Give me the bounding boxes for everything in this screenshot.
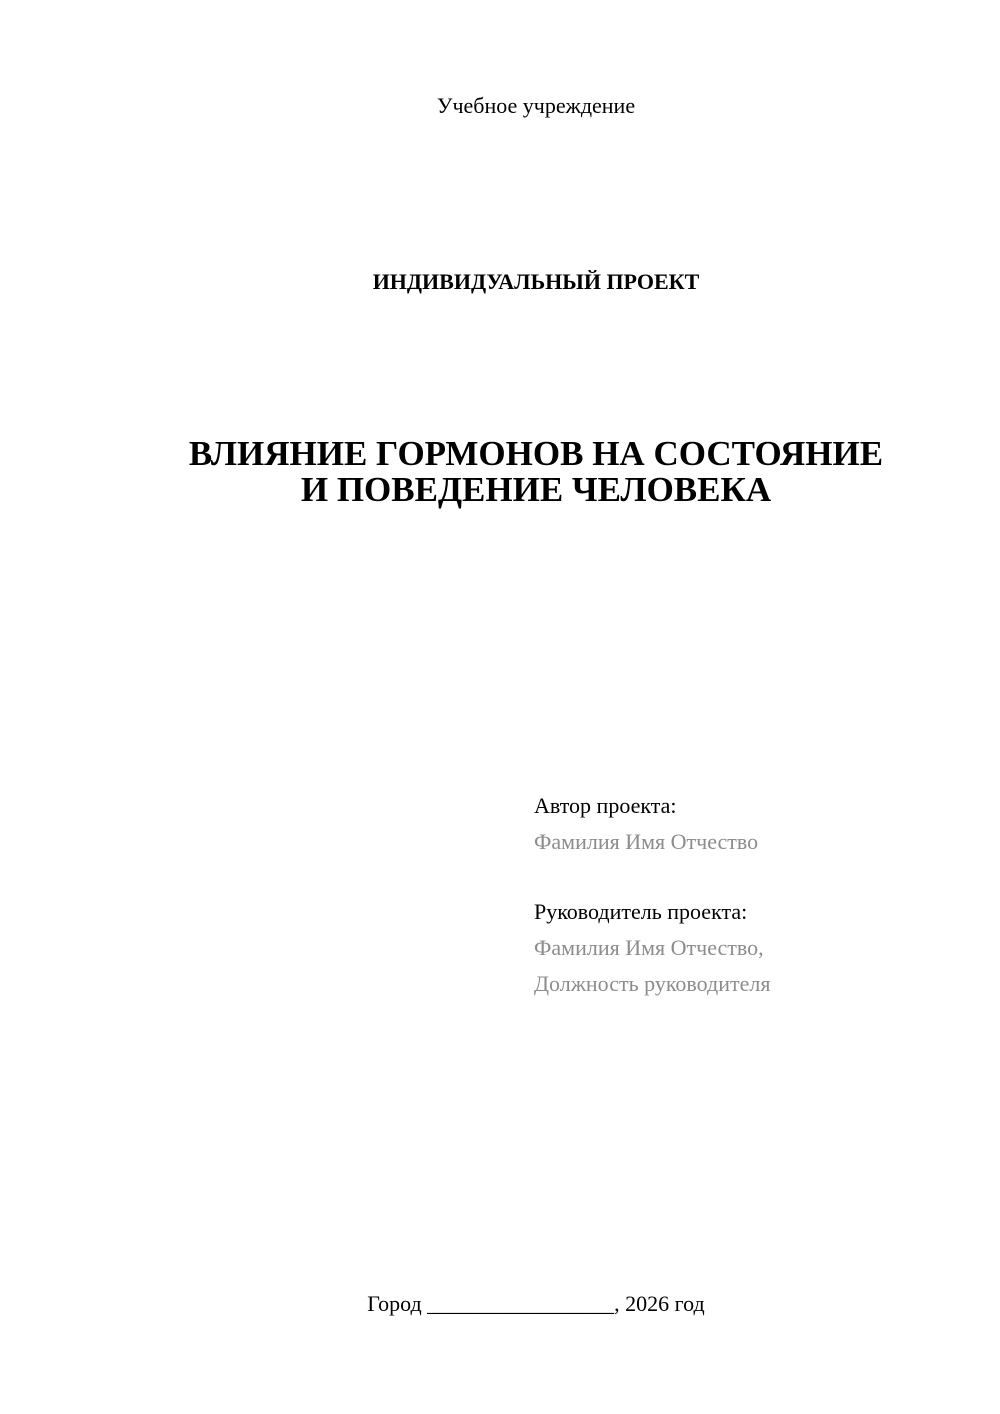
- project-title-line-2: И ПОВЕДЕНИЕ ЧЕЛОВЕКА: [300, 470, 772, 509]
- supervisor-name: Фамилия Имя Отчество,: [534, 935, 764, 960]
- institution-name: Учебное учреждение: [436, 93, 636, 118]
- supervisor-label: Руководитель проекта:: [534, 899, 748, 924]
- city-year-footer: Город _________________, 2026 год: [367, 1291, 705, 1316]
- supervisor-position: Должность руководителя: [534, 971, 771, 996]
- author-label: Автор проекта:: [534, 793, 677, 818]
- author-name: Фамилия Имя Отчество: [534, 829, 759, 854]
- project-title-line-1: ВЛИЯНИЕ ГОРМОНОВ НА СОСТОЯНИЕ: [188, 434, 884, 473]
- project-type-heading: ИНДИВИДУАЛЬНЫЙ ПРОЕКТ: [372, 269, 700, 294]
- credits-block: [534, 788, 974, 1002]
- project-title: [0, 436, 1000, 508]
- credits-spacer: [534, 860, 974, 894]
